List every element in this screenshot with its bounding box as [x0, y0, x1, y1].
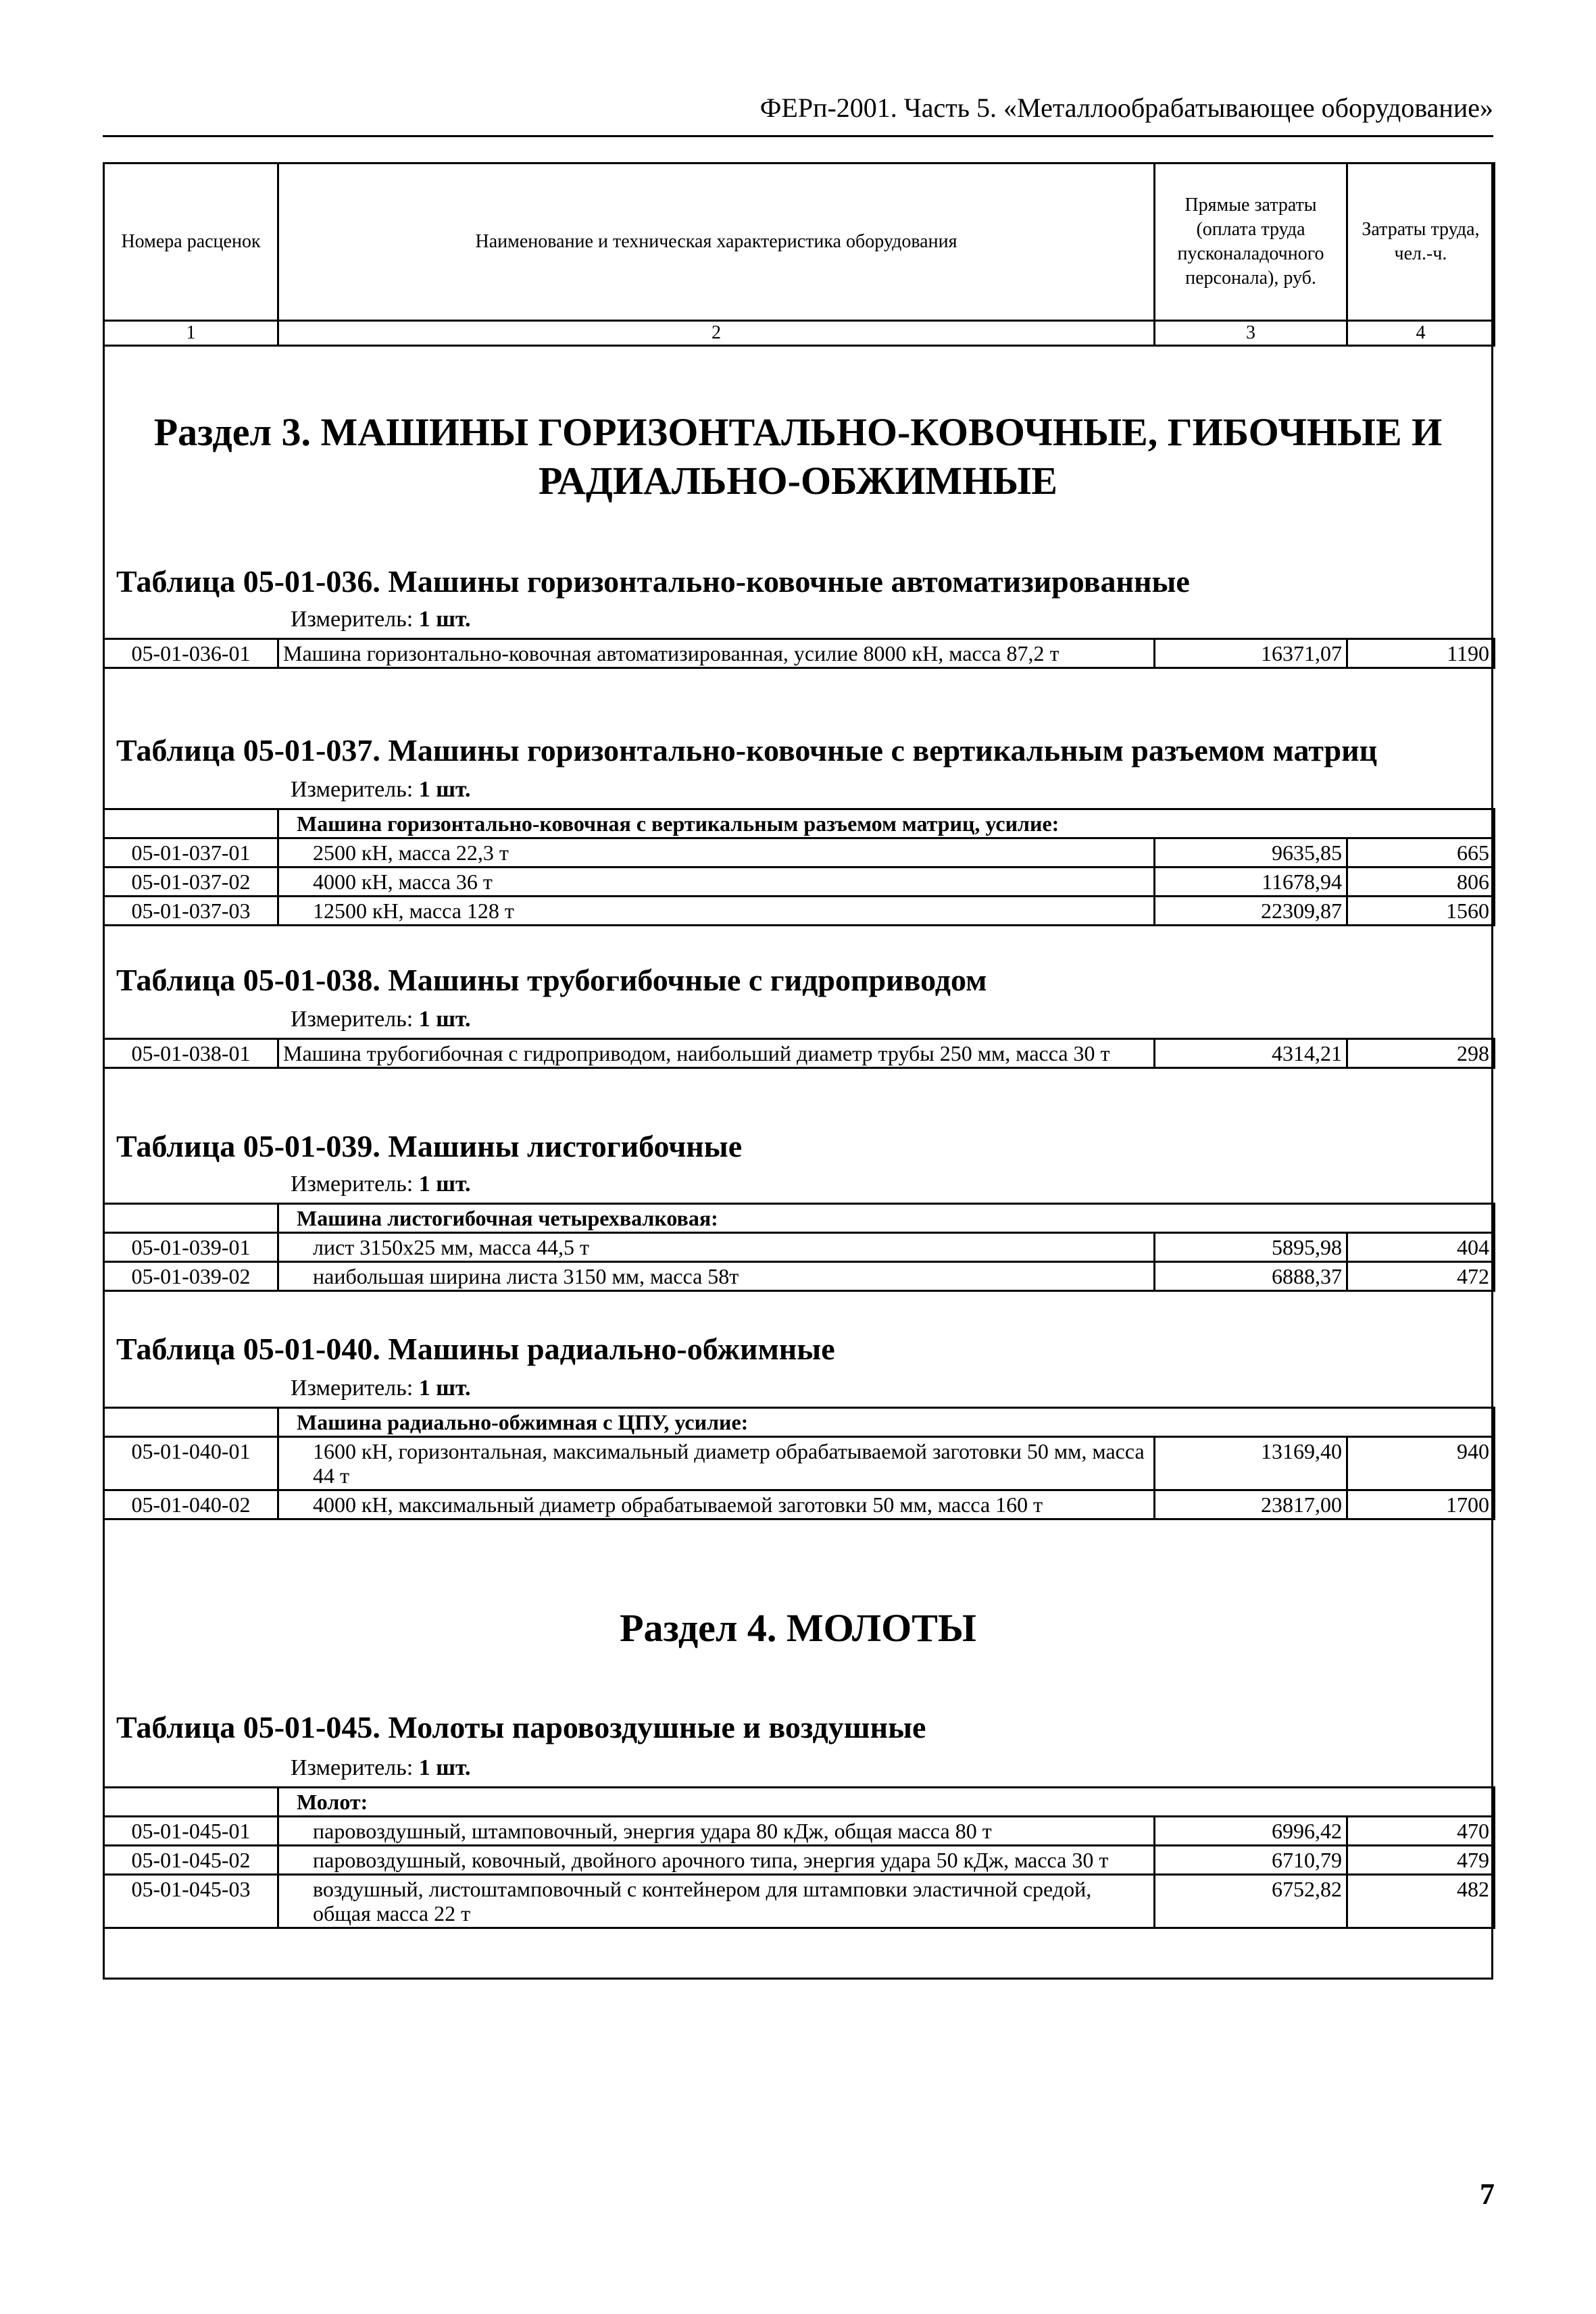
row-name: 4000 кН, максимальный диаметр обрабатываемой заготовки 50 мм, масса 160 т: [278, 1490, 1155, 1519]
row-labor: 482: [1347, 1875, 1495, 1928]
unit-label: Измеритель:: [291, 1755, 414, 1780]
table-045-unit: [291, 1755, 471, 1781]
unit-value: 1 шт.: [418, 1007, 471, 1032]
row-code: 05-01-037-03: [104, 897, 278, 926]
unit-value: 1 шт.: [418, 1172, 471, 1197]
table-row: [104, 1875, 1495, 1928]
table-040-title: Таблица 05-01-040. Машины радиально-обжимные: [116, 1332, 835, 1366]
row-name: 2500 кН, масса 22,3 т: [278, 838, 1155, 867]
table-row: [104, 1262, 1495, 1291]
row-code: 05-01-037-01: [104, 838, 278, 867]
table-row: [104, 1490, 1495, 1519]
row-name: 12500 кН, масса 128 т: [278, 897, 1155, 926]
row-cost: 4314,21: [1155, 1039, 1347, 1068]
row-name: лист 3150х25 мм, масса 44,5 т: [278, 1233, 1155, 1262]
running-header: ФЕРп-2001. Часть 5. «Металлообрабатывающее оборудование»: [759, 93, 1493, 123]
group-heading: Машина листогибочная четырехвалковая:: [278, 1204, 1495, 1233]
row-labor: 806: [1347, 867, 1495, 897]
row-name: 4000 кН, масса 36 т: [278, 867, 1155, 897]
section-4-title: Раздел 4. МОЛОТЫ: [620, 1606, 976, 1650]
row-cost: 13169,40: [1155, 1437, 1347, 1490]
group-empty-cell: [104, 809, 278, 838]
row-cost: 23817,00: [1155, 1490, 1347, 1519]
table-036-unit: [291, 607, 471, 632]
table-039: [103, 1203, 1495, 1292]
col-number-3: 3: [1155, 321, 1347, 346]
row-labor: 472: [1347, 1262, 1495, 1291]
group-heading: Машина горизонтально-ковочная с вертикальным разъемом матриц, усилие:: [278, 809, 1495, 838]
row-name: воздушный, листоштамповочный с контейнером для штамповки эластичной средой, общая масса 22 т: [278, 1875, 1155, 1928]
row-cost: 6888,37: [1155, 1262, 1347, 1291]
row-code: 05-01-045-03: [104, 1875, 278, 1928]
row-code: 05-01-036-01: [104, 639, 278, 668]
table-036: [103, 638, 1495, 669]
unit-label: Измеритель:: [291, 607, 414, 632]
table-038-title: Таблица 05-01-038. Машины трубогибочные с гидроприводом: [116, 963, 987, 997]
row-labor: 665: [1347, 838, 1495, 867]
row-cost: 11678,94: [1155, 867, 1347, 897]
row-code: 05-01-040-01: [104, 1437, 278, 1490]
table-037-title: Таблица 05-01-037. Машины горизонтально-ковочные с вертикальным разъемом матриц: [116, 733, 1378, 768]
row-code: 05-01-037-02: [104, 867, 278, 897]
row-labor: 479: [1347, 1846, 1495, 1875]
group-empty-cell: [104, 1408, 278, 1437]
row-code: 05-01-040-02: [104, 1490, 278, 1519]
row-name: 1600 кН, горизонтальная, максимальный диаметр обрабатываемой заготовки 50 мм, масса 44 т: [278, 1437, 1155, 1490]
table-row: [104, 1437, 1495, 1490]
unit-label: Измеритель:: [291, 1007, 414, 1032]
row-cost: 22309,87: [1155, 897, 1347, 926]
col-header-codes: Номера расценок: [104, 164, 278, 321]
table-row: [104, 897, 1495, 926]
table-036-title: Таблица 05-01-036. Машины горизонтально-ковочные автоматизированные: [116, 564, 1190, 599]
col-number-2: 2: [278, 321, 1155, 346]
col-header-labor: Затраты труда, чел.-ч.: [1347, 164, 1495, 321]
table-038: [103, 1038, 1495, 1069]
table-040-unit: [291, 1376, 471, 1401]
row-code: 05-01-039-01: [104, 1233, 278, 1262]
row-labor: 404: [1347, 1233, 1495, 1262]
row-code: 05-01-045-01: [104, 1817, 278, 1846]
table-row: [104, 867, 1495, 897]
row-labor: 298: [1347, 1039, 1495, 1068]
table-row: [104, 639, 1495, 668]
row-cost: 6752,82: [1155, 1875, 1347, 1928]
unit-label: Измеритель:: [291, 777, 414, 802]
table-045: [103, 1786, 1495, 1929]
row-code: 05-01-039-02: [104, 1262, 278, 1291]
row-name: Машина горизонтально-ковочная автоматизированная, усилие 8000 кН, масса 87,2 т: [278, 639, 1155, 668]
row-name: Машина трубогибочная с гидроприводом, наибольший диаметр трубы 250 мм, масса 30 т: [278, 1039, 1155, 1068]
col-number-4: 4: [1347, 321, 1495, 346]
group-heading: Машина радиально-обжимная с ЦПУ, усилие:: [278, 1408, 1495, 1437]
unit-label: Измеритель:: [291, 1376, 414, 1401]
table-039-unit: [291, 1172, 471, 1197]
header-rule: [103, 135, 1493, 137]
col-header-cost: Прямые затраты (оплата труда пусконаладочного персонала), руб.: [1155, 164, 1347, 321]
table-row: [104, 1039, 1495, 1068]
unit-value: 1 шт.: [418, 777, 471, 802]
row-labor: 1560: [1347, 897, 1495, 926]
column-header-table: [103, 162, 1495, 347]
unit-label: Измеритель:: [291, 1172, 414, 1197]
table-037-unit: [291, 777, 471, 803]
row-cost: 6710,79: [1155, 1846, 1347, 1875]
row-cost: 6996,42: [1155, 1817, 1347, 1846]
row-labor: 470: [1347, 1817, 1495, 1846]
row-labor: 940: [1347, 1437, 1495, 1490]
group-empty-cell: [104, 1204, 278, 1233]
table-039-title: Таблица 05-01-039. Машины листогибочные: [116, 1129, 743, 1163]
unit-value: 1 шт.: [418, 1755, 471, 1780]
row-code: 05-01-045-02: [104, 1846, 278, 1875]
table-040: [103, 1407, 1495, 1520]
table-row: [104, 838, 1495, 867]
unit-value: 1 шт.: [418, 1376, 471, 1401]
row-cost: 9635,85: [1155, 838, 1347, 867]
row-labor: 1700: [1347, 1490, 1495, 1519]
row-name: паровоздушный, штамповочный, энергия удара 80 кДж, общая масса 80 т: [278, 1817, 1155, 1846]
table-045-title: Таблица 05-01-045. Молоты паровоздушные и воздушные: [116, 1710, 926, 1744]
table-037: [103, 808, 1495, 926]
row-name: паровоздушный, ковочный, двойного арочного типа, энергия удара 50 кДж, масса 30 т: [278, 1846, 1155, 1875]
table-row: [104, 1846, 1495, 1875]
col-number-1: 1: [104, 321, 278, 346]
unit-value: 1 шт.: [418, 607, 471, 632]
row-cost: 5895,98: [1155, 1233, 1347, 1262]
group-empty-cell: [104, 1788, 278, 1817]
group-heading: Молот:: [278, 1788, 1495, 1817]
row-code: 05-01-038-01: [104, 1039, 278, 1068]
section-3-title: Раздел 3. МАШИНЫ ГОРИЗОНТАЛЬНО-КОВОЧНЫЕ, ГИБОЧНЫЕ И РАДИАЛЬНО-ОБЖИМНЫЕ: [153, 410, 1443, 503]
page-number: 7: [1480, 2178, 1495, 2211]
table-038-unit: [291, 1007, 471, 1032]
row-cost: 16371,07: [1155, 639, 1347, 668]
table-row: [104, 1817, 1495, 1846]
table-row: [104, 1233, 1495, 1262]
col-header-name: Наименование и техническая характеристика оборудования: [278, 164, 1155, 321]
row-name: наибольшая ширина листа 3150 мм, масса 58т: [278, 1262, 1155, 1291]
row-labor: 1190: [1347, 639, 1495, 668]
